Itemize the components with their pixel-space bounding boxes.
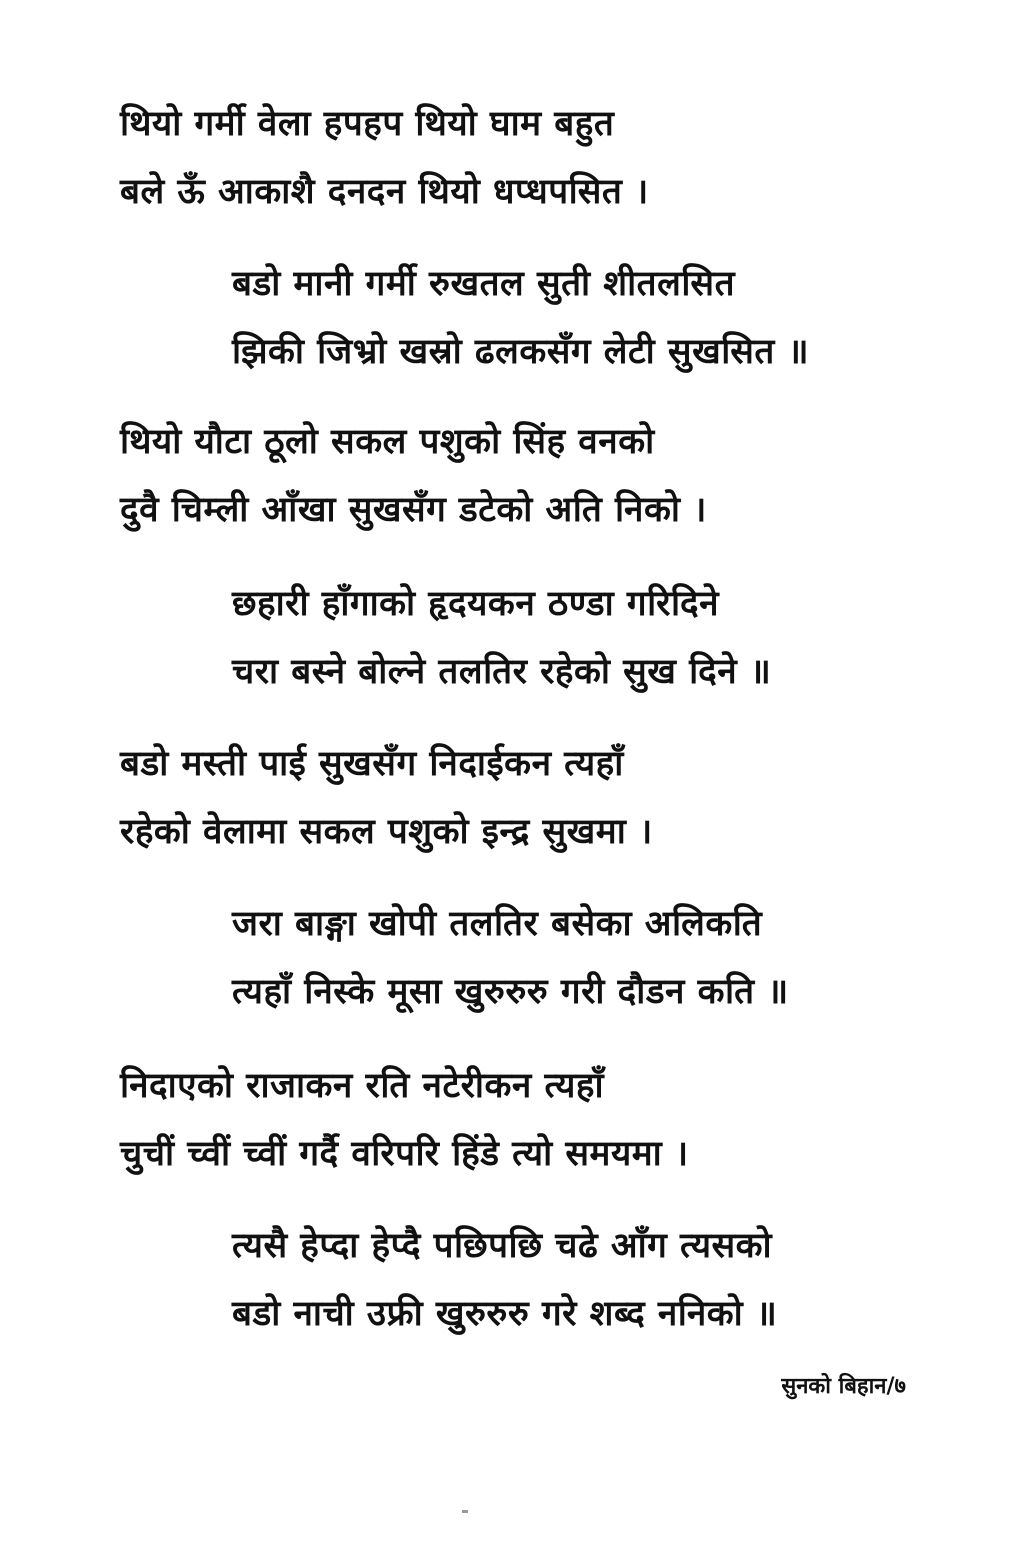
poem-line: दुवै चिम्ली आँखा सुखसँग डटेको अति निको । <box>120 490 707 530</box>
poem-line: बडो नाची उफ्री खुरुरुरु गरे शब्द ननिको ॥ <box>232 1294 778 1334</box>
stanza-6 <box>232 890 789 1026</box>
poem-line: बडो मानी गर्मी रुखतल सुती शीतलसित <box>232 264 736 304</box>
poem-line: त्यसै हेप्दा हेप्दै पछिपछि चढे आँग त्यसको <box>232 1226 773 1266</box>
stanza-7 <box>120 1052 689 1188</box>
poem-line: बडो मस्ती पाई सुखसँग निदाईकन त्यहाँ <box>120 744 624 784</box>
poem-line: निदाएको राजाकन रति नटेरीकन त्यहाँ <box>120 1066 605 1106</box>
stanza-2 <box>232 250 809 386</box>
poem-line: चुचीं च्वीं च्वीं गर्दै वरिपरि हिंडे त्यो समयमा । <box>120 1134 689 1174</box>
stanza-8 <box>232 1212 777 1348</box>
poem-line: थियो यौटा ठूलो सकल पशुको सिंह वनको <box>120 422 655 462</box>
poem-line: झिकी जिभ्रो खस्रो ढलकसँग लेटी सुखसित ॥ <box>232 332 810 372</box>
poem-line: बले ऊँ आकाशै दनदन थियो धप्धपसित । <box>120 172 649 212</box>
stanza-1 <box>120 90 649 226</box>
poem-line: जरा बाङ्गा खोपी तलतिर बसेका अलिकति <box>232 904 763 944</box>
stanza-5 <box>120 730 653 866</box>
poem-line: चरा बस्ने बोल्ने तलतिर रहेको सुख दिने ॥ <box>232 652 772 692</box>
poem-line: छहारी हाँगाको हृदयकन ठण्डा गरिदिने <box>232 584 720 624</box>
poem-line: त्यहाँ निस्के मूसा खुरुरुरु गरी दौडन कति ॥ <box>232 972 789 1012</box>
poem-line: थियो गर्मी वेला हपहप थियो घाम बहुत <box>120 104 615 144</box>
stanza-3 <box>120 408 707 544</box>
page-footer: सुनको बिहान/७ <box>781 1374 906 1399</box>
poem-line: रहेको वेलामा सकल पशुको इन्द्र सुखमा । <box>120 812 653 852</box>
stanza-4 <box>232 570 771 706</box>
print-speck <box>462 1510 468 1513</box>
